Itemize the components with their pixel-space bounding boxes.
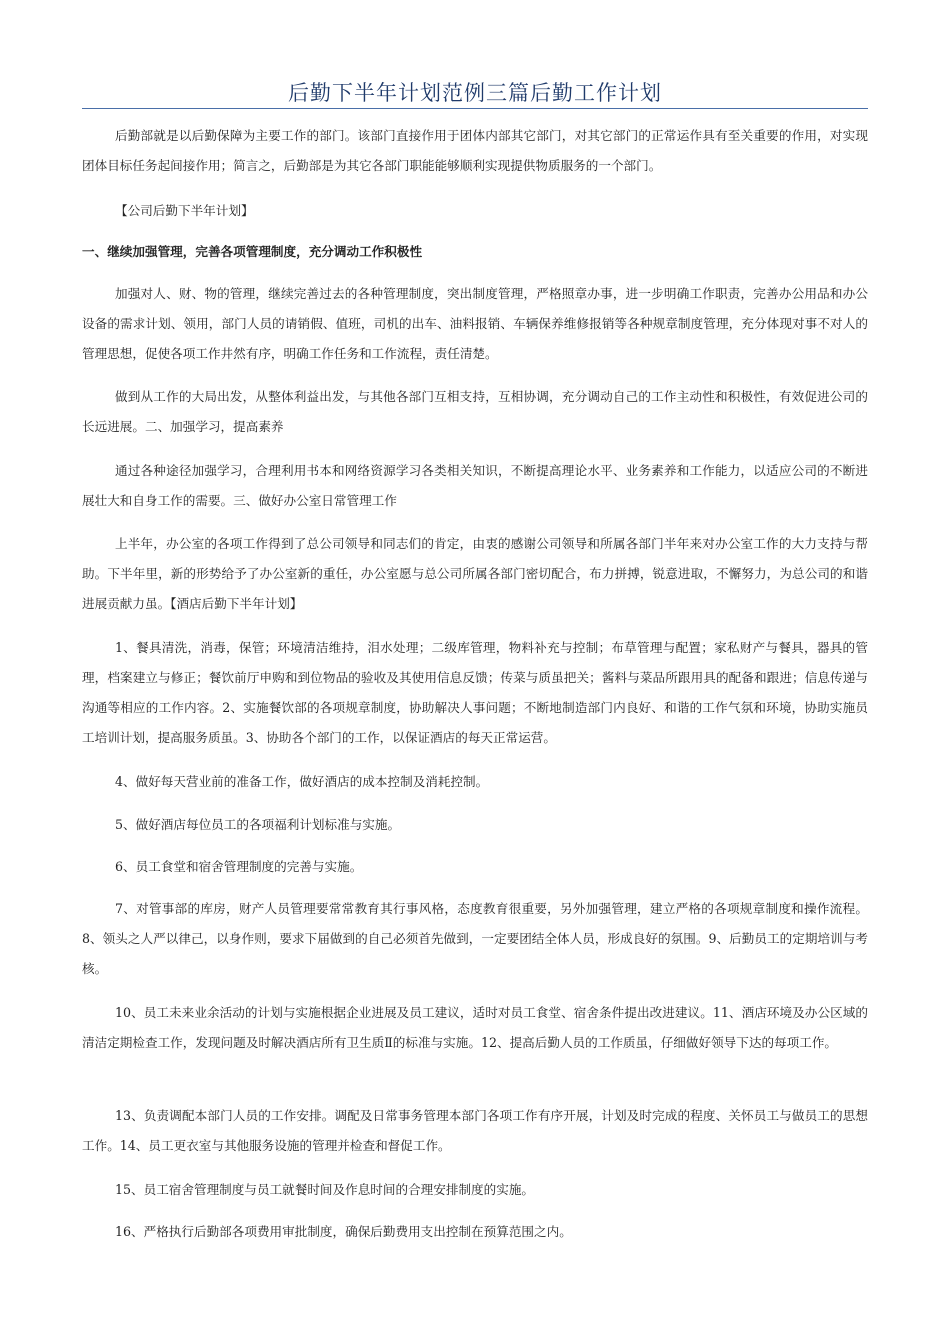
paragraph-learning: 通过各种途径加强学习，合理利用书本和网络资源学习各类相关知识，不断提高理论水平、业务素养和工作能力，以适应公司的不断进展壮大和自身工作的需要。三、做好办公室日常管理工作 — [82, 463, 868, 508]
paragraph-management: 加强对人、财、物的管理，继续完善过去的各种管理制度，突出制度管理，严格照章办事，进一步明确工作职责，完善办公用品和办公设备的需求计划、领用，部门人员的请销假、值班，司机的出车、油料报销、车辆保养维修报销等各种规章制度管理，充分体现对事不对人的管理思想，促使各项工作井然有序，明确工作任务和工作流程，责任清楚。 — [82, 286, 868, 361]
paragraph-item-4: 4、做好每天营业前的准备工作，做好酒店的成本控制及消耗控制。 — [115, 774, 489, 789]
document-title: 后勤下半年计划范例三篇后勤工作计划 — [288, 81, 662, 105]
paragraph-overall-interest: 做到从工作的大局出发，从整体利益出发，与其他各部门互相支持，互相协调，充分调动自己的工作主动性和积极性，有效促进公司的长远进展。二、加强学习，提高素养 — [82, 389, 868, 434]
paragraph-items-7-9: 7、对管事部的库房，财产人员管理要常常教育其行事风格，态度教育很重要，另外加强管理，建立严格的各项规章制度和操作流程。8、领头之人严以律己，以身作则，要求下届做到的自己必须首先做到，一定要团结全体人员，形成良好的氛围。9、后勤员工的定期培训与考核。 — [82, 901, 868, 976]
title-underline — [82, 108, 868, 109]
paragraph-items-10-12: 10、员工未来业余活动的计划与实施根据企业进展及员工建议，适时对员工食堂、宿舍条件提出改进建议。11、酒店环境及办公区域的清洁定期检查工作，发现问题及时解决酒店所有卫生质Ⅱ的标准与实施。12、提高后勤人员的工作质虽，仔细做好领导下达的每项工作。 — [82, 1005, 868, 1050]
paragraph-first-half: 上半年，办公室的各项工作得到了总公司领导和同志们的肯定，由衷的感谢公司领导和所属各部门半年来对办公室工作的大力支持与帮助。下半年里，新的形势给予了办公室新的重任，办公室愿与总公司所属各部门密切配合，布力拼搏，锐意进取，不懈努力，为总公司的和谐进展贡献力虽。【酒店后勤下半年计划】 — [82, 536, 868, 611]
paragraph-item-5: 5、做好酒店每位员工的各项福利计划标准与实施。 — [115, 817, 401, 832]
paragraph-item-6: 6、员工食堂和宿舍管理制度的完善与实施。 — [115, 859, 363, 874]
paragraph-items-13-14: 13、负责调配本部门人员的工作安排。调配及日常事务管理本部门各项工作有序开展，计划及时完成的程度、关怀员工与做员工的思想工作。14、员工更衣室与其他服务设施的管理并检查和督促工作。 — [82, 1108, 868, 1153]
paragraph-item-16: 16、严格执行后勤部各项费用审批制度，确保后勤费用支出控制在预算范围之内。 — [115, 1224, 572, 1239]
intro-paragraph: 后勤部就是以后勤保障为主要工作的部门。该部门直接作用于团体内部其它部门，对其它部门的正常运作具有至关重要的作用，对实现团体目标任务起间接作用；简言之，后勤部是为其它各部门职能能够顺利实现提供物质服务的一个部门。 — [82, 128, 868, 173]
section-heading-1: 一、继续加强管理，完善各项管理制度，充分调动工作积极性 — [82, 244, 423, 259]
paragraph-hotel-items-1-3: 1、餐具清洗，消毒，保管；环境清洁维持，泪水处理；二级库管理，物料补充与控制；布草管理与配置；家私财产与餐具，器具的管理，档案建立与修正；餐饮前厅申购和到位物品的验收及其使用信息反馈；传菜与质虽把关；酱料与菜品所跟用具的配备和跟进；信息传递与沟通等相应的工作内容。2、实施餐饮部的各项规章制度，协助解决人事问题；不断地制造部门内良好、和谐的工作气氛和环境，协助实施员工培训计划，提高服务质虽。3、协助各个部门的工作，以保证酒店的每天正常运营。 — [82, 640, 868, 745]
section-label-company: 【公司后勤下半年计划】 — [115, 203, 254, 218]
paragraph-item-15: 15、员工宿舍管理制度与员工就餐时间及作息时间的合理安排制度的实施。 — [115, 1182, 535, 1197]
